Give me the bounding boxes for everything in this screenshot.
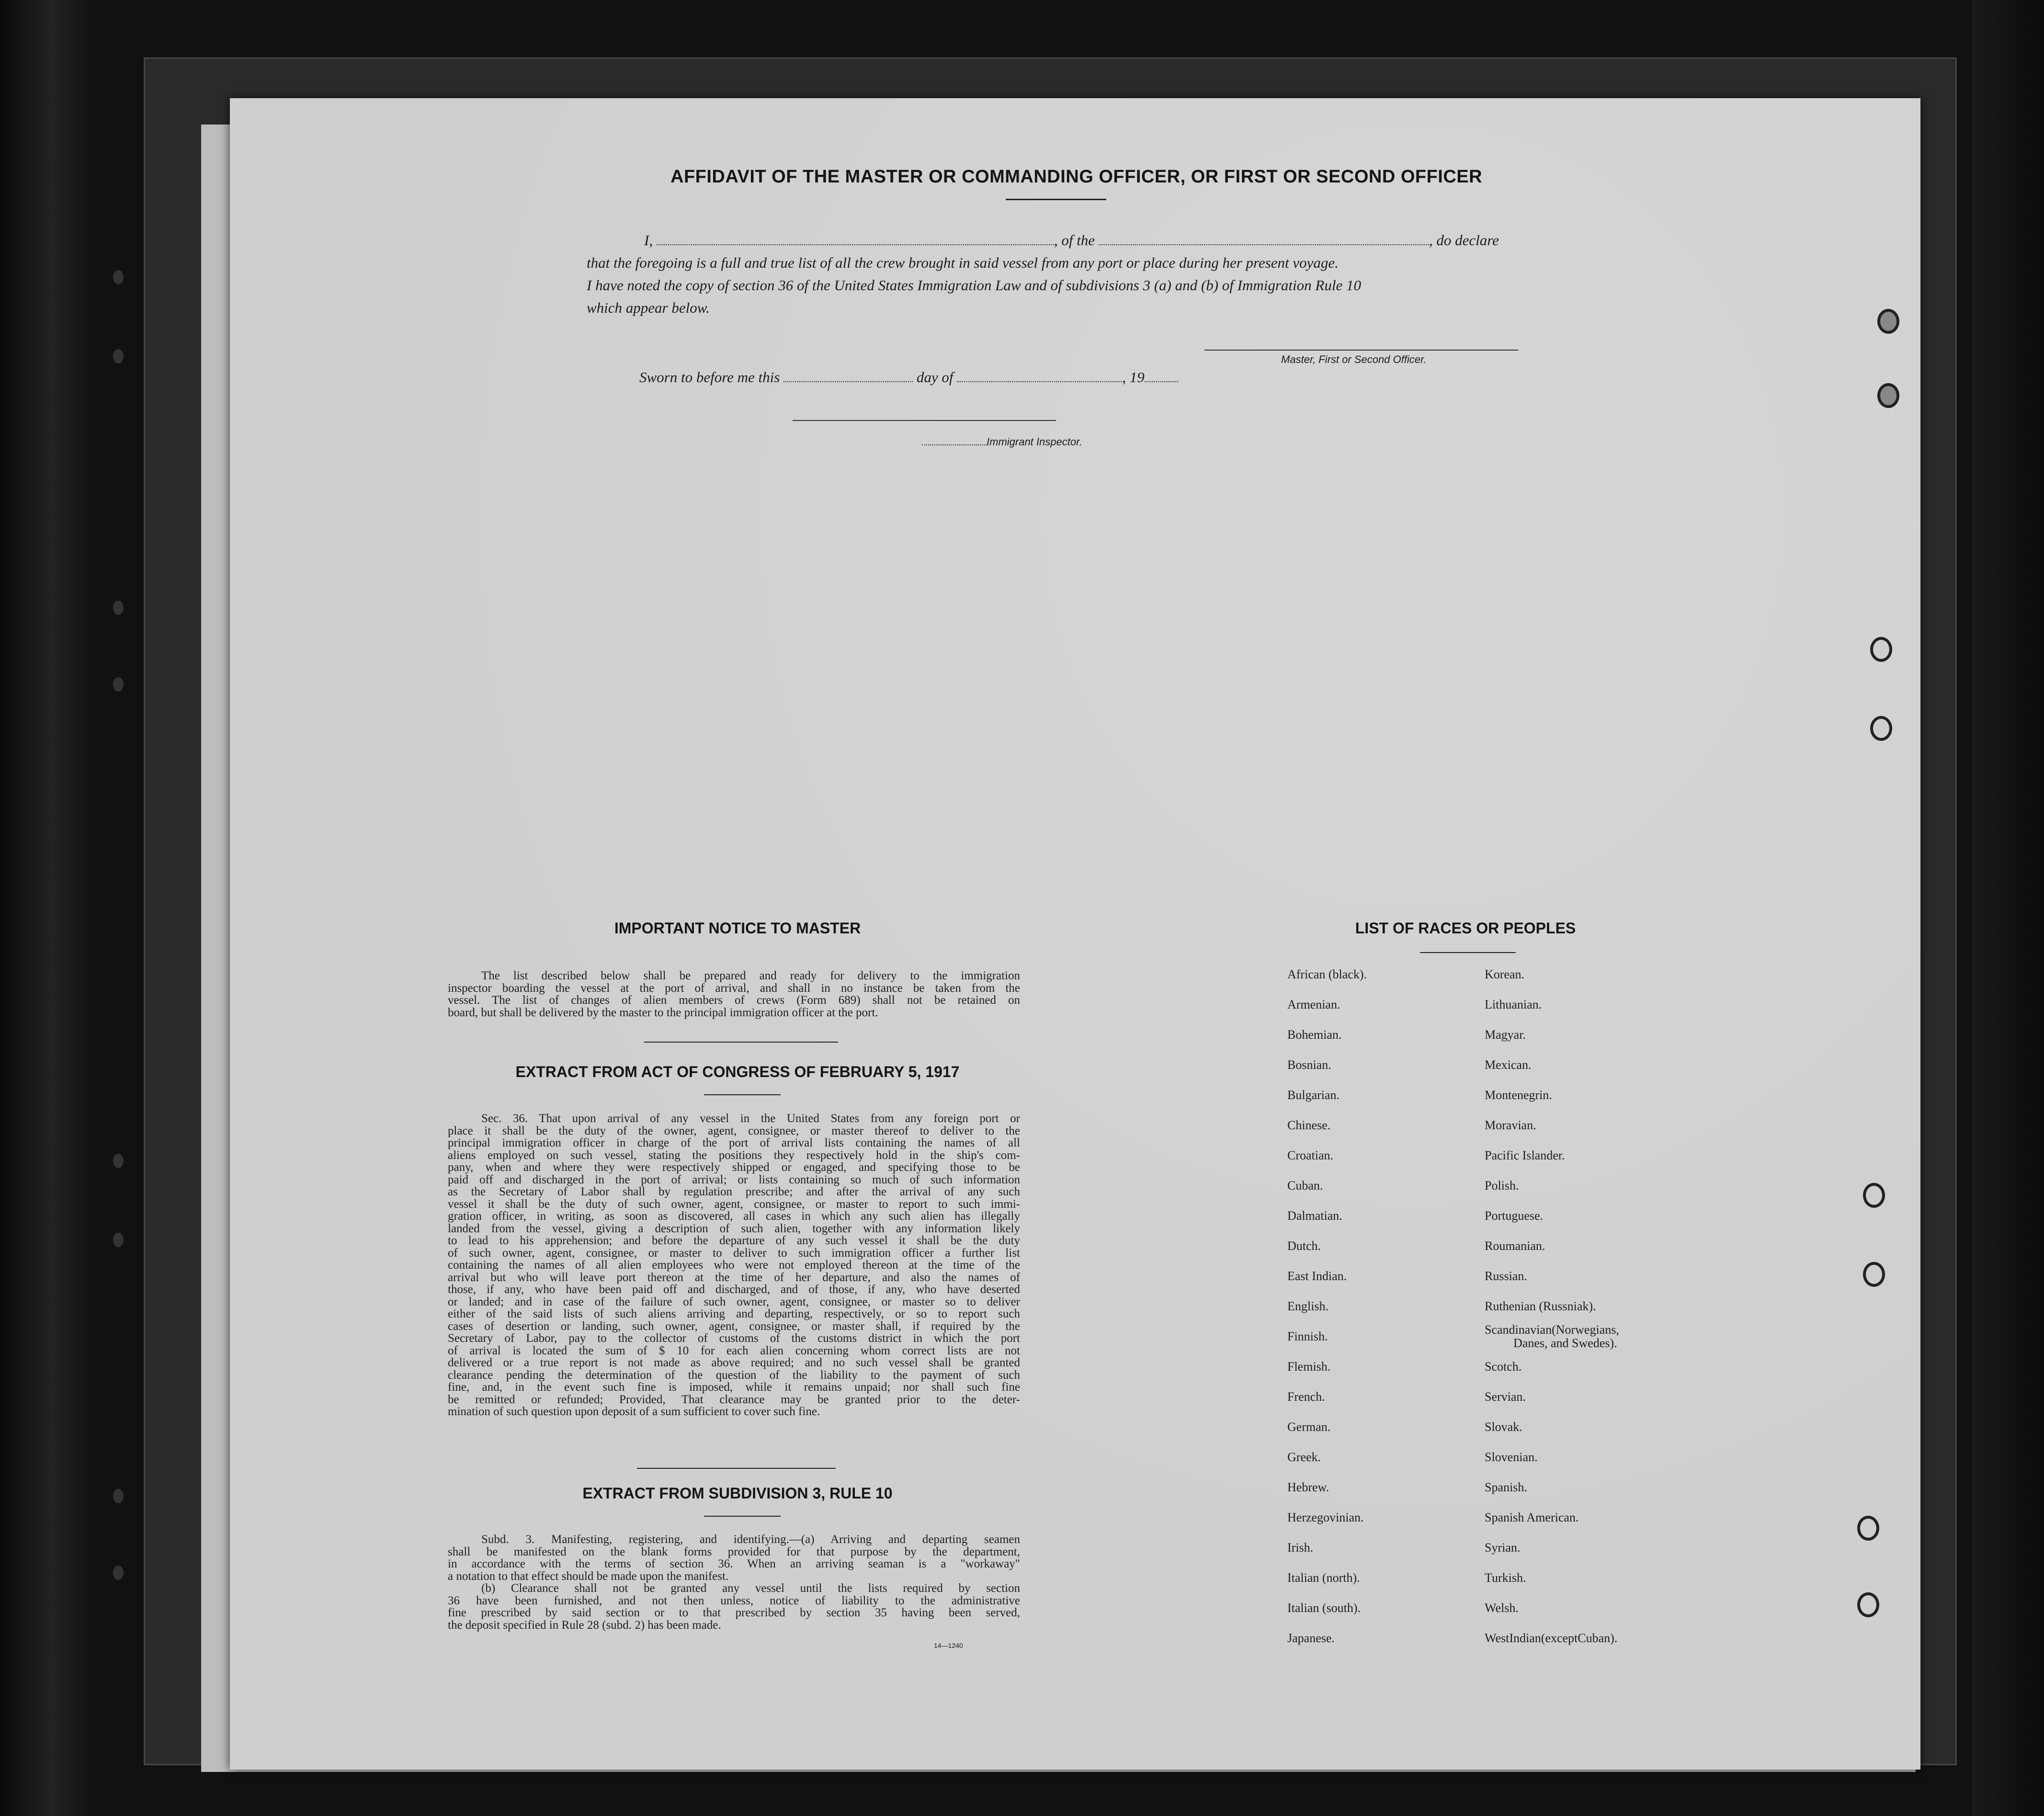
sec36-line: clearance pending the determination of the question of the liability to the payment of such bbox=[448, 1368, 1020, 1382]
race-item: Scotch. bbox=[1485, 1360, 1522, 1373]
sec36-line: of arrival is located the sum of $ 10 for each alien concerning whom correct lists are not bbox=[448, 1344, 1020, 1357]
race-item: Armenian. bbox=[1287, 998, 1340, 1011]
vessel-blank[interactable] bbox=[1099, 244, 1429, 245]
race-item: Flemish. bbox=[1287, 1360, 1331, 1373]
sec36-line: delivered or a true report is not made as above required; and no such vessel shall be granted bbox=[448, 1356, 1020, 1369]
binder-ring bbox=[1857, 1516, 1879, 1541]
sworn-day-blank[interactable] bbox=[784, 381, 913, 382]
sworn-month-blank[interactable] bbox=[957, 381, 1122, 382]
affidavit-line-3: I have noted the copy of section 36 of the United States Immigration Law and of subdivisions 3 (a) and (b) of Immigration Rule 10 bbox=[587, 277, 1361, 294]
race-item: Russian. bbox=[1485, 1269, 1527, 1283]
race-item: Greek. bbox=[1287, 1450, 1321, 1464]
race-item: Magyar. bbox=[1485, 1028, 1526, 1042]
binder-ring bbox=[1857, 1592, 1879, 1617]
sec36-line: or landed; and in case of the failure of such owner, agent, consignee, or master so to deliver bbox=[448, 1295, 1020, 1308]
race-item: Lithuanian. bbox=[1485, 998, 1542, 1011]
binder-ring bbox=[1870, 637, 1892, 662]
race-item: Turkish. bbox=[1485, 1571, 1526, 1585]
affidavit-of-the: , of the bbox=[1054, 232, 1095, 249]
race-item: Welsh. bbox=[1485, 1601, 1519, 1615]
race-item: Finnish. bbox=[1287, 1329, 1328, 1343]
race-item: Japanese. bbox=[1287, 1631, 1335, 1645]
race-item: Bohemian. bbox=[1287, 1028, 1342, 1042]
year-prefix: , 19 bbox=[1122, 369, 1145, 386]
sec36-line: either of the said lists of such aliens arriving and departing, respectively, or so to report such bbox=[448, 1307, 1020, 1320]
sworn-text: Sworn to before me this bbox=[639, 369, 780, 386]
notice-line: vessel. The list of changes of alien members of crews (Form 689) shall not be retained on bbox=[448, 994, 1020, 1007]
race-item: German. bbox=[1287, 1420, 1331, 1434]
race-item: Moravian. bbox=[1485, 1118, 1536, 1132]
race-item: Portuguese. bbox=[1485, 1209, 1544, 1223]
race-item: Servian. bbox=[1485, 1390, 1526, 1404]
race-item: East Indian. bbox=[1287, 1269, 1347, 1283]
race-item: Cuban. bbox=[1287, 1179, 1323, 1192]
sec36-line: as the Secretary of Labor shall by regulation prescribe; and after the arrival of any such bbox=[448, 1185, 1020, 1198]
sec36-line: to lead to his apprehension; and before the departure of any such vessel it shall be the duty bbox=[448, 1234, 1020, 1247]
subd3-line: shall be manifested on the blank forms provided for that purpose by the department, bbox=[448, 1545, 1020, 1558]
notice-title: IMPORTANT NOTICE TO MASTER bbox=[614, 919, 861, 937]
sec36-line: aliens employed on such vessel, stating the positions they respectively hold in the ship's com- bbox=[448, 1148, 1020, 1162]
race-item: Italian (south). bbox=[1287, 1601, 1361, 1615]
sec36-line: cases of desertion or landing, such owner, agent, consignee, or master shall, if required by the bbox=[448, 1319, 1020, 1333]
extract-rule-title: EXTRACT FROM SUBDIVISION 3, RULE 10 bbox=[582, 1485, 893, 1502]
race-item: WestIndian(exceptCuban). bbox=[1485, 1631, 1618, 1645]
race-item: Bosnian. bbox=[1287, 1058, 1331, 1072]
race-item: Roumanian. bbox=[1485, 1239, 1545, 1253]
race-item: Spanish. bbox=[1485, 1480, 1527, 1494]
sec36-line: principal immigration officer in charge of the port of arrival lists containing the names of all bbox=[448, 1136, 1020, 1149]
section-divider bbox=[644, 1042, 838, 1043]
sec36-line: pany, when and where they were respectively shipped or engaged, and specifying those to be bbox=[448, 1161, 1020, 1174]
races-title-underline bbox=[1420, 952, 1516, 953]
sec36-line: fine, and, in the event such fine is imposed, while it remains unpaid; nor shall such fine bbox=[448, 1381, 1020, 1394]
race-item: French. bbox=[1287, 1390, 1325, 1404]
binder-hole bbox=[111, 347, 125, 365]
sec36-line: place it shall be the duty of the owner, agent, consignee, or master thereof to deliver to the bbox=[448, 1124, 1020, 1137]
race-item: Polish. bbox=[1485, 1179, 1519, 1192]
section-36-text bbox=[448, 1112, 1020, 1418]
race-item: Syrian. bbox=[1485, 1541, 1521, 1555]
binder-hole bbox=[111, 1231, 125, 1249]
race-item: Pacific Islander. bbox=[1485, 1148, 1565, 1162]
affidavit-line-4: which appear below. bbox=[587, 299, 710, 316]
binder-hole bbox=[111, 1564, 125, 1582]
subd3-line: fine prescribed by said section or to that prescribed by section 35 having been served, bbox=[448, 1606, 1020, 1619]
sec36-line: arrival but who will leave port thereon at the time of her departure, and also the names of bbox=[448, 1271, 1020, 1284]
notice-line: The list described below shall be prepared and ready for delivery to the immigration bbox=[481, 969, 1020, 982]
inspector-signature-line[interactable] bbox=[793, 420, 1056, 421]
day-of-text: day of bbox=[916, 369, 954, 386]
race-item: Slovenian. bbox=[1485, 1450, 1538, 1464]
race-item: Slovak. bbox=[1485, 1420, 1522, 1434]
affidavit-line-1 bbox=[587, 229, 1525, 251]
document-page bbox=[230, 98, 1920, 1770]
binder-hole bbox=[111, 1152, 125, 1170]
race-item: Italian (north). bbox=[1287, 1571, 1360, 1585]
binder-ring bbox=[1877, 383, 1899, 408]
race-item: Dalmatian. bbox=[1287, 1209, 1342, 1223]
race-item: Korean. bbox=[1485, 967, 1525, 981]
race-item: Bulgarian. bbox=[1287, 1088, 1340, 1102]
affidavit-line-2: that the foregoing is a full and true list of all the crew brought in said vessel from any port or place during her present voyage. bbox=[587, 254, 1339, 271]
form-number: 14—1240 bbox=[934, 1642, 963, 1649]
scan-background-left bbox=[0, 0, 86, 1816]
master-signature-line[interactable] bbox=[1204, 350, 1518, 351]
sworn-statement bbox=[639, 369, 1178, 386]
sec36-line: vessel it shall be the duty of such owner, agent, consignee, or master to report to such immi- bbox=[448, 1197, 1020, 1211]
extract-title-underline bbox=[704, 1094, 781, 1095]
affidavit-declaration bbox=[587, 229, 1525, 319]
binder-hole bbox=[111, 268, 125, 286]
binder-hole bbox=[111, 675, 125, 693]
sec36-line: be remitted or refunded; Provided, That clearance may be granted prior to the deter- bbox=[448, 1393, 1020, 1406]
race-item: English. bbox=[1287, 1299, 1329, 1313]
extract-act-title: EXTRACT FROM ACT OF CONGRESS OF FEBRUARY 5, 1917 bbox=[515, 1063, 960, 1080]
sec36-line: gration officer, in writing, as soon as discovered, all cases in which any such alien has illegally bbox=[448, 1210, 1020, 1223]
name-blank[interactable] bbox=[657, 244, 1054, 245]
race-item: Mexican. bbox=[1485, 1058, 1532, 1072]
race-item: Herzegovinian. bbox=[1287, 1510, 1364, 1524]
race-item: African (black). bbox=[1287, 967, 1367, 981]
notice-line: board, but shall be delivered by the master to the principal immigration officer at the port. bbox=[448, 1006, 878, 1019]
sec36-line: mination of such question upon deposit of a sum sufficient to cover such fine. bbox=[448, 1405, 820, 1418]
race-item: Chinese. bbox=[1287, 1118, 1331, 1132]
binder-ring bbox=[1877, 309, 1899, 334]
race-item: Danes, and Swedes). bbox=[1513, 1336, 1617, 1350]
sec36-line: paid off and discharged in the port of arrival; or lists containing so much of such information bbox=[448, 1173, 1020, 1186]
affidavit-do-declare: , do declare bbox=[1429, 232, 1499, 249]
binder-ring bbox=[1870, 716, 1892, 741]
race-item: Croatian. bbox=[1287, 1148, 1334, 1162]
race-item: Dutch. bbox=[1287, 1239, 1321, 1253]
race-item: Scandinavian(Norwegians, bbox=[1485, 1323, 1619, 1337]
sec36-line: landed from the vessel, giving a description of such alien, together with any information likely bbox=[448, 1222, 1020, 1235]
binder-ring bbox=[1863, 1262, 1885, 1287]
subd3-line: Subd. 3. Manifesting, registering, and identifying.—(a) Arriving and departing seamen bbox=[481, 1533, 1020, 1546]
race-item: Irish. bbox=[1287, 1541, 1314, 1555]
subd3-line: 36 have been furnished, and not then unless, notice of liability to the administrative bbox=[448, 1594, 1020, 1607]
subd3-line: the deposit specified in Rule 28 (subd. 2) has been made. bbox=[448, 1618, 721, 1632]
race-item: Hebrew. bbox=[1287, 1480, 1329, 1494]
sec36-line: those, if any, who have been paid off and discharged, and of those, if any, who have deserted bbox=[448, 1283, 1020, 1296]
subdivision-3-text bbox=[448, 1533, 1020, 1631]
subd3-line: a notation to that effect should be made upon the manifest. bbox=[448, 1569, 729, 1583]
race-item: Montenegrin. bbox=[1485, 1088, 1552, 1102]
sec36-line: Sec. 36. That upon arrival of any vessel in the United States from any foreign port or bbox=[481, 1112, 1020, 1125]
scan-background-right bbox=[1972, 0, 2044, 1816]
inspector-label-row bbox=[922, 436, 1082, 448]
section-divider bbox=[637, 1468, 836, 1469]
extract-title-underline bbox=[704, 1516, 781, 1517]
binder-hole bbox=[111, 1487, 125, 1505]
sec36-line: containing the names of all alien employees who were not employed thereon at the time of the bbox=[448, 1259, 1020, 1271]
subd3-line: (b) Clearance shall not be granted any vessel until the lists required by section bbox=[481, 1582, 1020, 1595]
affidavit-i: I, bbox=[644, 232, 653, 249]
binder-ring bbox=[1863, 1183, 1885, 1208]
binder-hole bbox=[111, 599, 125, 617]
inspector-label: Immigrant Inspector. bbox=[987, 436, 1082, 448]
race-item: Spanish American. bbox=[1485, 1510, 1579, 1524]
race-item: Ruthenian (Russniak). bbox=[1485, 1299, 1596, 1313]
sec36-line: of such owner, agent, consignee, or master to deliver to such immigration officer a further list bbox=[448, 1246, 1020, 1260]
races-title: LIST OF RACES OR PEOPLES bbox=[1355, 919, 1576, 937]
subd3-line: in accordance with the terms of section 36. When an arriving seaman is a "workaway" bbox=[448, 1557, 1020, 1570]
notice-line: inspector boarding the vessel at the port of arrival, and shall in no instance be taken from the bbox=[448, 981, 1020, 995]
title-underline bbox=[1006, 199, 1106, 200]
notice-paragraph bbox=[448, 970, 1020, 1019]
sec36-line: Secretary of Labor, pay to the collector of customs of the customs district in which the port bbox=[448, 1332, 1020, 1345]
master-signature-label: Master, First or Second Officer. bbox=[1281, 353, 1427, 365]
affidavit-title: AFFIDAVIT OF THE MASTER OR COMMANDING OFFICER, OR FIRST OR SECOND OFFICER bbox=[670, 167, 1483, 187]
sworn-year-blank[interactable] bbox=[1145, 381, 1178, 382]
inspector-name-blank[interactable] bbox=[922, 444, 987, 445]
